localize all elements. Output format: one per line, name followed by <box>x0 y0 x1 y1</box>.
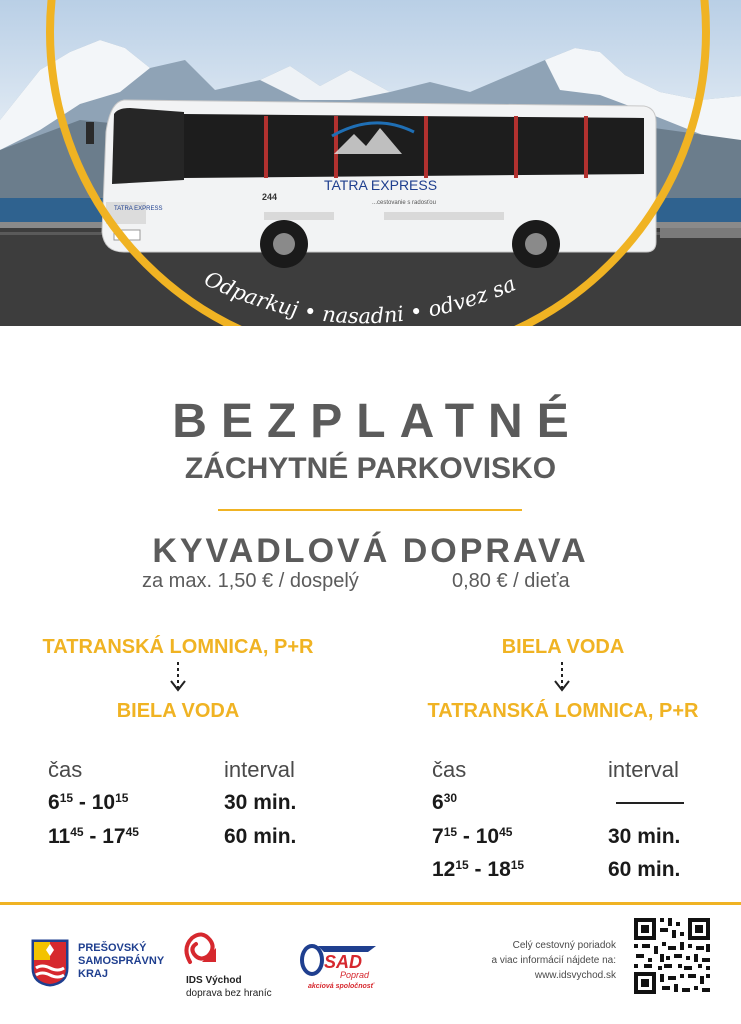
route-2-time-header: čas <box>432 757 467 782</box>
arrow-down-icon <box>168 660 188 694</box>
sad-poprad-logo-icon <box>296 938 380 990</box>
route-2-row-2-time: $7^{15} - 10^{45}$ <box>432 825 513 848</box>
sad-name-label: SAD <box>324 952 363 972</box>
sad-type-label: akciová spoločnosť <box>308 983 374 990</box>
bus-number-label: 244 <box>262 192 278 202</box>
price-child: 0,80 € / dieťa <box>452 570 570 592</box>
route-2-from: BIELA VODA <box>501 636 625 658</box>
bus-tagline-label: ...cestovanie s radosťou <box>372 200 436 206</box>
bus-brand-label: TATRA EXPRESS <box>324 177 438 193</box>
psk-coat-of-arms-icon <box>30 938 70 988</box>
route-1-to: BIELA VODA <box>116 700 240 722</box>
route-2-row-3-interval: 60 min. <box>608 858 681 881</box>
slogan-text: Odparkuj • nasadni • odvez sa <box>200 266 520 329</box>
page-title: BEZPLATNÉ <box>172 395 583 448</box>
page-subtitle: ZÁCHYTNÉ PARKOVISKO <box>184 452 557 485</box>
route-1-row-2-interval: 60 min. <box>224 825 297 848</box>
route-1-row-2-time: $11^{45} - 17^{45}$ <box>48 825 139 848</box>
route-1-time-header: čas <box>48 757 83 782</box>
route-1-row-1-interval: 30 min. <box>224 791 297 814</box>
route-2-to: TATRANSKÁ LOMNICA, P+R <box>427 700 699 722</box>
route-2-row-1-interval-dash <box>616 802 684 804</box>
footer-info: Celý cestovný poriadok a viac informácií nájdete na: www.idsvychod.sk <box>470 938 616 983</box>
sad-city-label: Poprad <box>340 970 370 980</box>
hero-photo <box>0 0 741 329</box>
psk-name: PREŠOVSKÝ SAMOSPRÁVNY KRAJ <box>78 942 165 980</box>
info-url[interactable]: www.idsvychod.sk <box>534 970 616 981</box>
ids-vychod-logo-icon <box>180 932 222 970</box>
footer-divider <box>0 902 741 905</box>
route-1-interval-header: interval <box>224 757 295 782</box>
shuttle-title: KYVADLOVÁ DOPRAVA <box>152 532 589 570</box>
arrow-down-icon <box>552 660 572 694</box>
qr-code-icon[interactable] <box>632 916 712 996</box>
title-divider <box>218 509 522 511</box>
route-2-row-1-time: $6^{30}$ <box>432 791 458 814</box>
price-adult: za max. 1,50 € / dospelý <box>142 570 359 592</box>
bus-image <box>84 92 664 272</box>
route-2-row-2-interval: 30 min. <box>608 825 681 848</box>
bus-front-brand-label: TATRA EXPRESS <box>114 206 163 212</box>
ids-text: IDS Východ doprava bez hraníc <box>186 975 272 999</box>
route-1-row-1-time: $6^{15} - 10^{15}$ <box>48 791 129 814</box>
route-1-from: TATRANSKÁ LOMNICA, P+R <box>42 636 314 658</box>
route-2-interval-header: interval <box>608 757 679 782</box>
route-2-row-3-time: $12^{15} - 18^{15}$ <box>432 858 525 881</box>
